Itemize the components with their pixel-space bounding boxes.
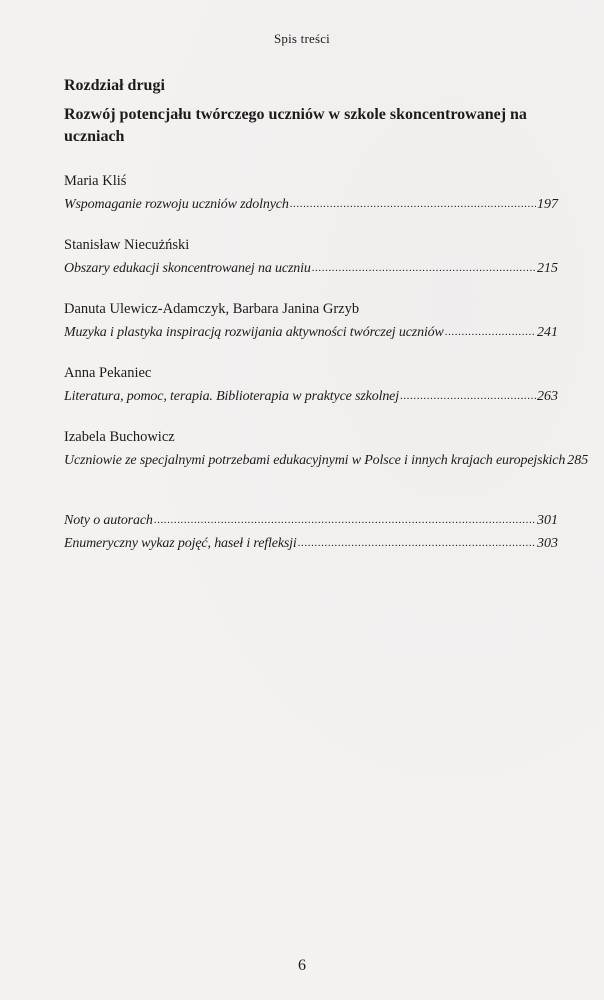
chapter-heading [64, 76, 554, 148]
back-matter [64, 511, 558, 557]
leader-dots [154, 510, 536, 530]
chapter-label: Rozdział drugi [64, 77, 165, 94]
toc-entry [64, 364, 558, 428]
entry-title: Obszary edukacji skoncentrowanej na uczniu [64, 261, 311, 276]
entry-page: 301 [537, 513, 558, 528]
entry-title: Noty o autorach [64, 513, 153, 528]
entry-author: Anna Pekaniec [64, 365, 152, 381]
toc-entry [64, 428, 589, 492]
entry-page: 215 [537, 261, 558, 276]
entry-title: Wspomaganie rozwoju uczniów zdolnych [64, 197, 289, 212]
entry-title: Enumeryczny wykaz pojęć, haseł i refleksji [64, 536, 297, 551]
entry-title: Uczniowie ze specjalnymi potrzebami edukacyjnymi w Polsce i innych krajach europejskich [64, 453, 566, 468]
leader-dots [298, 533, 536, 553]
leader-dots [290, 194, 536, 214]
entry-page: 285 [567, 453, 589, 468]
entry-title: Muzyka i plastyka inspiracją rozwijania aktywności twórczej uczniów [64, 325, 444, 340]
entry-page: 303 [537, 536, 558, 551]
toc-entry [64, 236, 558, 300]
toc-line[interactable] [64, 534, 558, 557]
entry-author: Stanisław Niecużński [64, 237, 190, 253]
chapter-title: Rozwój potencjału twórczego uczniów w szkole skoncentrowanej na uczniach [64, 106, 527, 145]
leader-dots [312, 258, 536, 278]
entry-page: 263 [537, 389, 558, 404]
toc-line[interactable] [64, 195, 558, 215]
toc-line[interactable] [64, 323, 558, 343]
running-head: Spis treści [273, 31, 330, 46]
entry-author: Maria Kliś [64, 173, 127, 189]
toc-entries [64, 172, 589, 492]
entry-author: Danuta Ulewicz-Adamczyk, Barbara Janina Grzyb [64, 301, 360, 317]
leader-dots [445, 322, 536, 342]
toc-entry [64, 300, 558, 364]
toc-line[interactable] [64, 511, 558, 534]
toc-line[interactable] [64, 451, 589, 471]
toc-line[interactable] [64, 387, 558, 407]
entry-title: Literatura, pomoc, terapia. Biblioterapia w praktyce szkolnej [64, 389, 399, 404]
leader-dots [400, 386, 536, 406]
entry-page: 197 [537, 197, 558, 212]
toc-entry [64, 172, 558, 236]
entry-author: Izabela Buchowicz [64, 429, 175, 445]
entry-page: 241 [537, 325, 558, 340]
toc-line[interactable] [64, 259, 558, 279]
page-number: 6 [298, 957, 306, 974]
